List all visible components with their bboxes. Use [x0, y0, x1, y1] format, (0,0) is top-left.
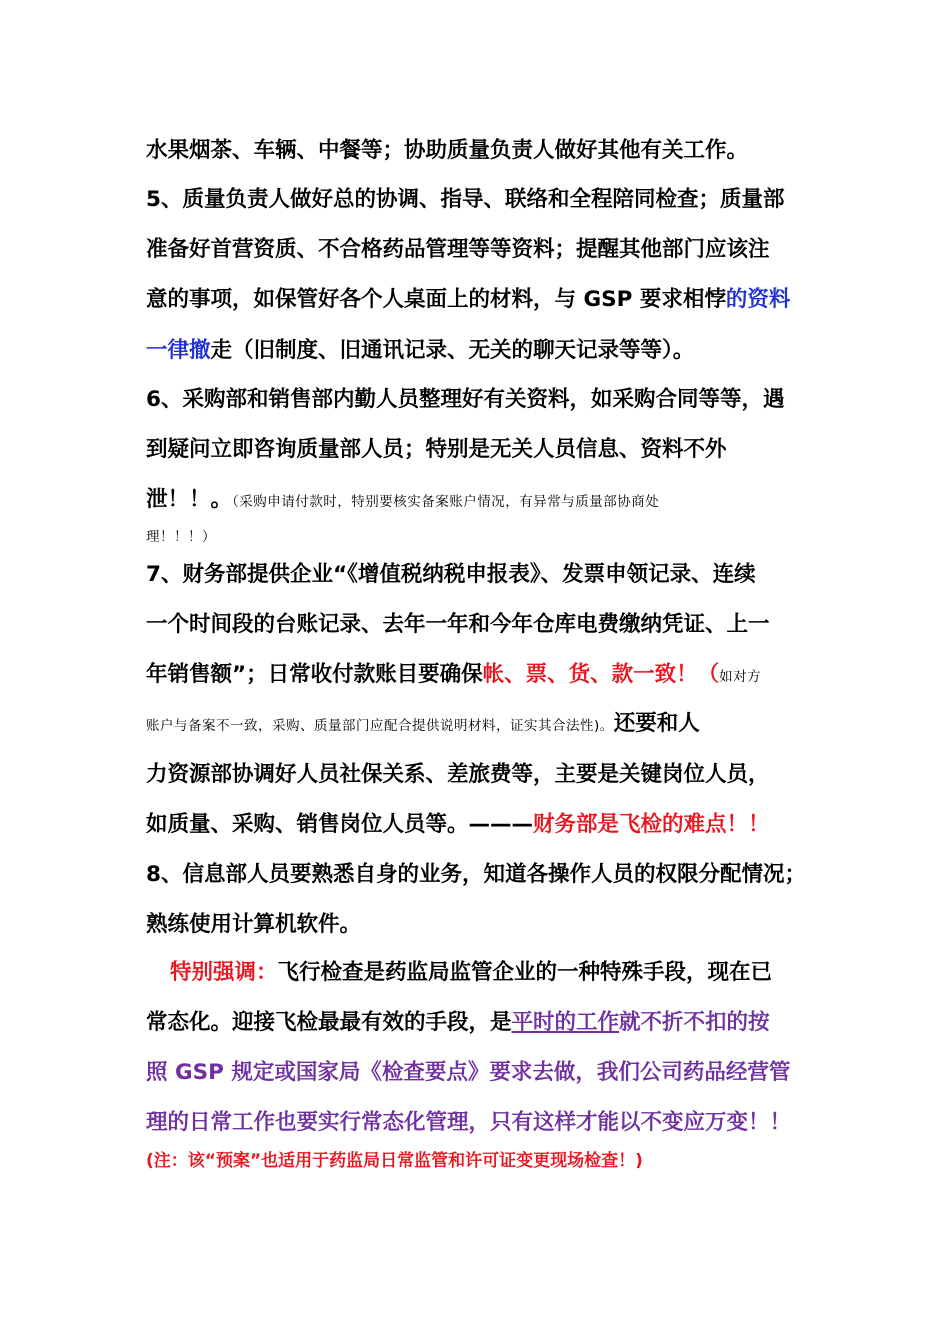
text-line — [146, 524, 216, 550]
text-span-small: 理！！！） — [146, 529, 216, 545]
text-span-red: （ — [697, 662, 720, 687]
text-span: 常态化。迎接飞检最最有效的手段，是 — [146, 1010, 512, 1035]
text-span: 7、财务部提供企业“《增值税纳税申报表》、发票申领记录、连续 — [146, 562, 756, 587]
text-line — [146, 287, 790, 313]
text-line — [146, 812, 770, 838]
text-line — [146, 437, 727, 463]
text-line — [146, 1060, 790, 1086]
text-span-blue: 一律撤 — [146, 338, 211, 363]
text-line — [146, 562, 756, 588]
text-line — [146, 387, 784, 413]
text-line — [146, 338, 694, 364]
note-text: (注：该“预案”也适用于药监局日常监管和许可证变更现场检查！) — [146, 1151, 643, 1171]
text-span: 8、信息部人员要熟悉自身的业务，知道各操作人员的权限分配情况； — [146, 862, 806, 887]
text-line — [146, 612, 770, 638]
text-span-small: 如对方 — [719, 669, 762, 685]
text-span-purple: 理的日常工作也要实行常态化管理，只有这样才能以不变应万变！！ — [146, 1110, 792, 1135]
emphasis-label: 特别强调： — [170, 960, 278, 985]
text-span: 6、采购部和销售部内勤人员整理好有关资料，如采购合同等等，遇 — [146, 387, 785, 412]
text-span: 意的事项，如保管好各个人桌面上的材料，与 GSP 要求相悖 — [146, 287, 726, 312]
text-span-purple: 就不折不扣的按 — [619, 1010, 770, 1035]
text-span: 如质量、采购、销售岗位人员等。——— — [146, 812, 534, 837]
text-line — [146, 138, 748, 164]
text-span: 到疑问立即咨询质量部人员；特别是无关人员信息、资料不外 — [146, 437, 727, 462]
text-line — [146, 187, 784, 213]
text-span-purple: 照 GSP 规定或国家局《检查要点》要求去做，我们公司药品经营管 — [146, 1060, 791, 1085]
text-span: 飞行检查是药监局监管企业的一种特殊手段，现在已 — [277, 960, 773, 985]
text-line — [146, 237, 770, 263]
text-line — [170, 960, 772, 986]
text-span: 一个时间段的台账记录、去年一年和今年仓库电费缴纳凭证、上一 — [146, 612, 770, 637]
text-span-small: 账户与备案不一致，采购、质量部门应配合提供说明材料，证实其合法性)。 — [146, 718, 614, 734]
text-span-purple-underline: 平时的工作 — [511, 1010, 620, 1035]
text-span-red: 帐、票、货、款一致！ — [482, 662, 698, 687]
text-line — [146, 1148, 643, 1174]
text-span: 泄！！。 — [146, 487, 233, 512]
text-line — [146, 711, 700, 739]
text-span-red: 财务部是飞检的难点！！ — [533, 812, 770, 837]
text-line — [146, 762, 770, 788]
text-span-blue: 的资料 — [725, 287, 791, 312]
text-line — [146, 862, 806, 888]
text-line — [146, 1110, 791, 1136]
text-span: 还要和人 — [613, 711, 700, 736]
text-line — [146, 912, 361, 938]
text-span: 准备好首营资质、不合格药品管理等等资料；提醒其他部门应该注 — [146, 237, 770, 262]
text-span: 熟练使用计算机软件。 — [146, 912, 362, 937]
text-span: 走（旧制度、旧通讯记录、无关的聊天记录等等）。 — [210, 338, 695, 363]
text-line — [146, 662, 761, 690]
text-line — [146, 487, 659, 515]
text-span-small: （采购申请付款时，特别要核实备案账户情况，有异常与质量部协商处 — [232, 494, 660, 510]
text-span: 5、质量负责人做好总的协调、指导、联络和全程陪同检查；质量部 — [146, 187, 785, 212]
text-span: 水果烟茶、车辆、中餐等；协助质量负责人做好其他有关工作。 — [146, 138, 749, 163]
text-span: 年销售额”；日常收付款账目要确保 — [146, 662, 483, 687]
text-span: 力资源部协调好人员社保关系、差旅费等，主要是关键岗位人员， — [146, 762, 770, 787]
text-line — [146, 1010, 770, 1036]
